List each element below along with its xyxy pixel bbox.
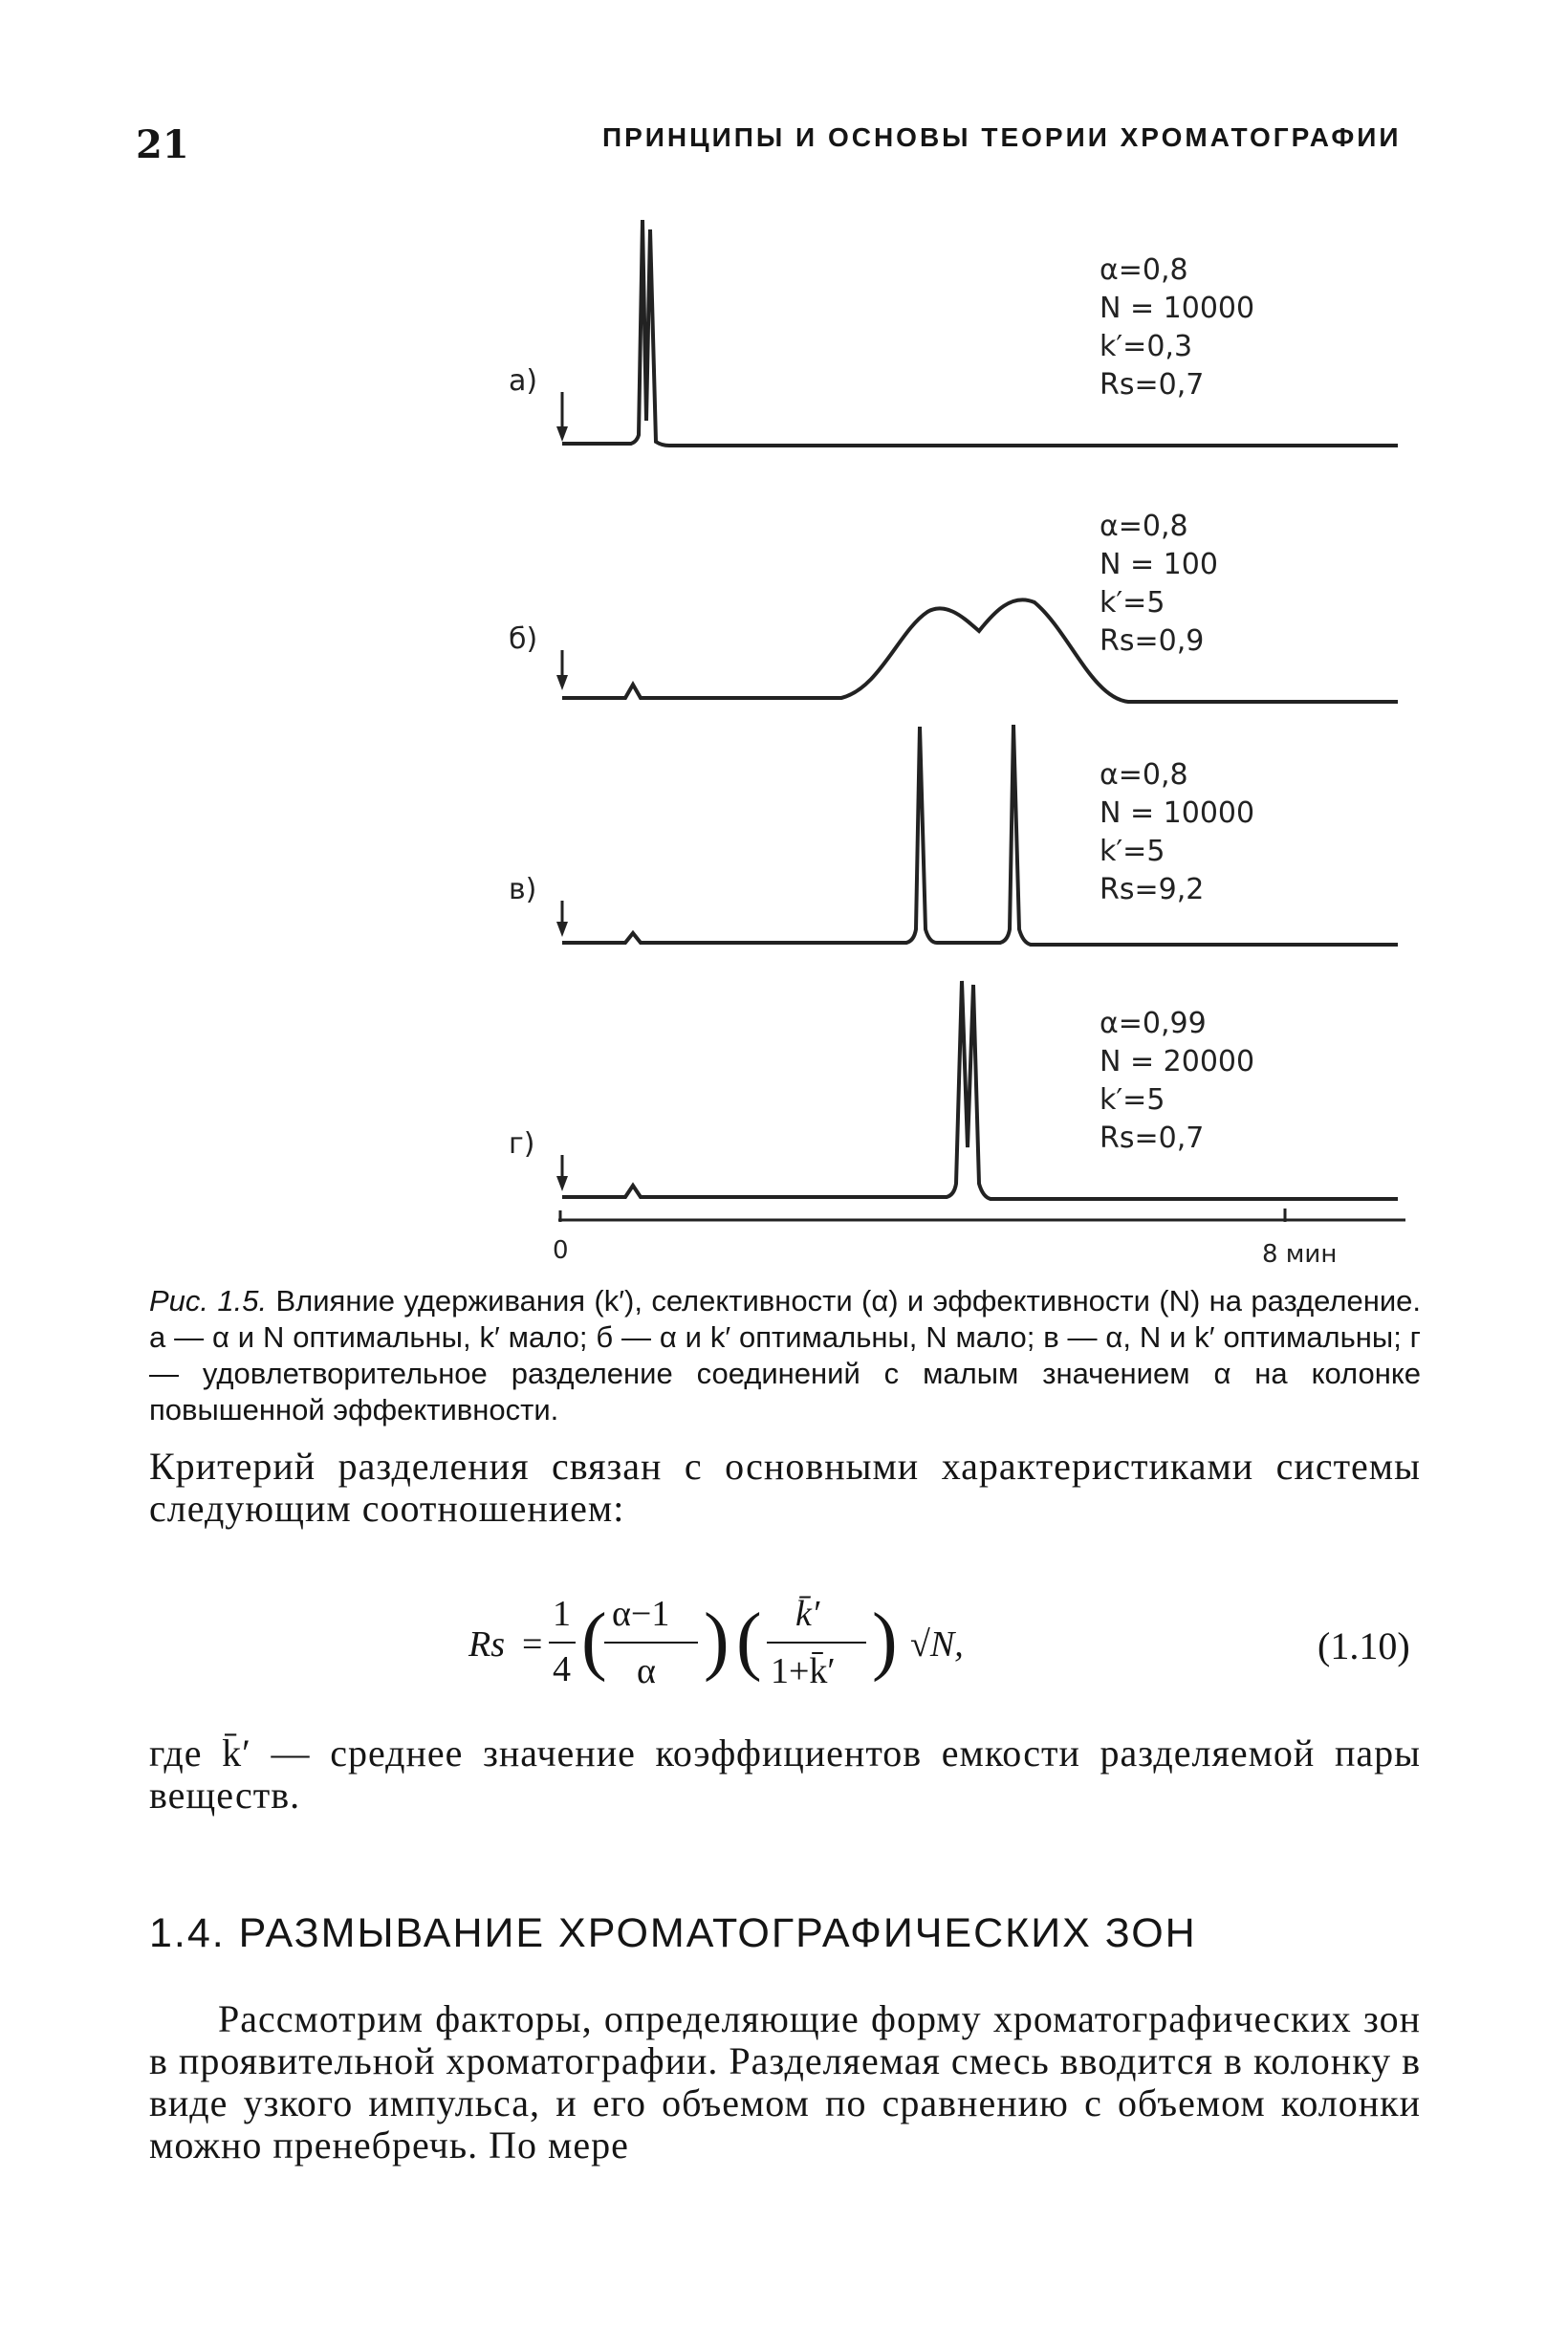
chromatogram-panel-d: [509, 981, 1398, 1199]
param-alpha: α=0,99: [1100, 1007, 1207, 1040]
paragraph: Рассмотрим факторы, определяющие форму хроматографических зон в проявительной хроматографии. Разделяемая смесь вводится в колонку в виде узкого импульса, и его объемом по сравнению с объемом колонки можно пренебречь. По мере: [149, 1997, 1421, 2167]
section-heading: 1.4. РАЗМЫВАНИЕ ХРОМАТОГРАФИЧЕСКИХ ЗОН: [149, 1910, 1197, 1956]
param-k: k′=5: [1100, 835, 1165, 868]
time-axis-end: 8 мин: [1262, 1240, 1338, 1269]
figure-label: Рис. 1.5.: [149, 1284, 268, 1318]
formula-frac1-den: 4: [553, 1649, 571, 1689]
formula-frac2-den: α: [637, 1651, 656, 1691]
injection-arrowhead: [556, 675, 568, 690]
time-axis: [553, 1209, 1405, 1269]
param-n: N = 100: [1100, 548, 1218, 581]
param-k: k′=5: [1100, 1083, 1165, 1117]
paren-right: ): [872, 1599, 898, 1683]
formula-1-10: [459, 1587, 1128, 1702]
formula-equals: =: [522, 1624, 543, 1665]
figure-caption: [149, 1283, 1421, 1428]
time-axis-start: 0: [553, 1236, 569, 1265]
chromatogram-trace: [562, 725, 1398, 945]
formula-lhs: Rs: [468, 1624, 505, 1665]
formula-frac1-num: 1: [553, 1594, 571, 1634]
caption-text: Влияние удерживания (k′), селективности (α) и эффективности (N) на разделение. а — α и N оптимальны, k′ мало; б — α и k′ оптимальны, N мало; в — α, N и k′ оптимальны; г — удовлетворительное разделение соединений с малым значением α на колонке повышенной эффективности.: [149, 1284, 1421, 1426]
param-k: k′=0,3: [1100, 330, 1193, 363]
paren-left: (: [581, 1599, 607, 1683]
chromatogram-panel-a: [509, 220, 1398, 446]
chromatogram-trace: [562, 599, 1398, 702]
panel-params: [1100, 510, 1218, 658]
chromatogram-panel-b: [509, 510, 1398, 702]
param-n: N = 10000: [1100, 796, 1255, 830]
page-number: 21: [136, 122, 189, 167]
panel-params: [1100, 1007, 1254, 1155]
paragraph: Критерий разделения связан с основными характеристиками системы следующим соотношением:: [149, 1445, 1421, 1530]
param-alpha: α=0,8: [1100, 510, 1188, 543]
formula-frac3-den: 1+k̄′: [771, 1651, 836, 1691]
panel-label: а): [509, 364, 538, 398]
chromatogram-trace: [562, 220, 1398, 446]
injection-arrowhead: [556, 1176, 568, 1191]
panel-params: [1100, 758, 1254, 906]
param-rs: Rs=0,7: [1100, 368, 1205, 402]
param-alpha: α=0,8: [1100, 253, 1188, 287]
paren-right: ): [704, 1599, 730, 1683]
panel-label: б): [509, 622, 538, 656]
formula-frac3-num: k̄′: [795, 1594, 820, 1634]
injection-arrowhead: [556, 922, 568, 937]
param-rs: Rs=9,2: [1100, 873, 1205, 906]
formula-sqrt: √N,: [910, 1624, 964, 1665]
param-n: N = 20000: [1100, 1045, 1255, 1078]
panel-label: в): [509, 873, 537, 906]
chromatogram-panel-c: [509, 725, 1398, 945]
running-title: ПРИНЦИПЫ И ОСНОВЫ ТЕОРИИ ХРОМАТОГРАФИИ: [602, 122, 1402, 152]
param-rs: Rs=0,7: [1100, 1122, 1205, 1155]
paragraph: где k̄′ — среднее значение коэффициентов емкости разделяемой пары веществ.: [149, 1731, 1421, 1817]
injection-arrowhead: [556, 426, 568, 442]
panel-label: г): [509, 1127, 535, 1161]
param-rs: Rs=0,9: [1100, 624, 1205, 658]
chromatogram-trace: [562, 981, 1398, 1199]
formula-number: (1.10): [1318, 1624, 1410, 1667]
param-k: k′=5: [1100, 586, 1165, 620]
paren-left: (: [736, 1599, 762, 1683]
formula-frac2-num: α−1: [612, 1594, 670, 1634]
param-n: N = 10000: [1100, 292, 1255, 325]
param-alpha: α=0,8: [1100, 758, 1188, 792]
panel-params: [1100, 253, 1254, 402]
